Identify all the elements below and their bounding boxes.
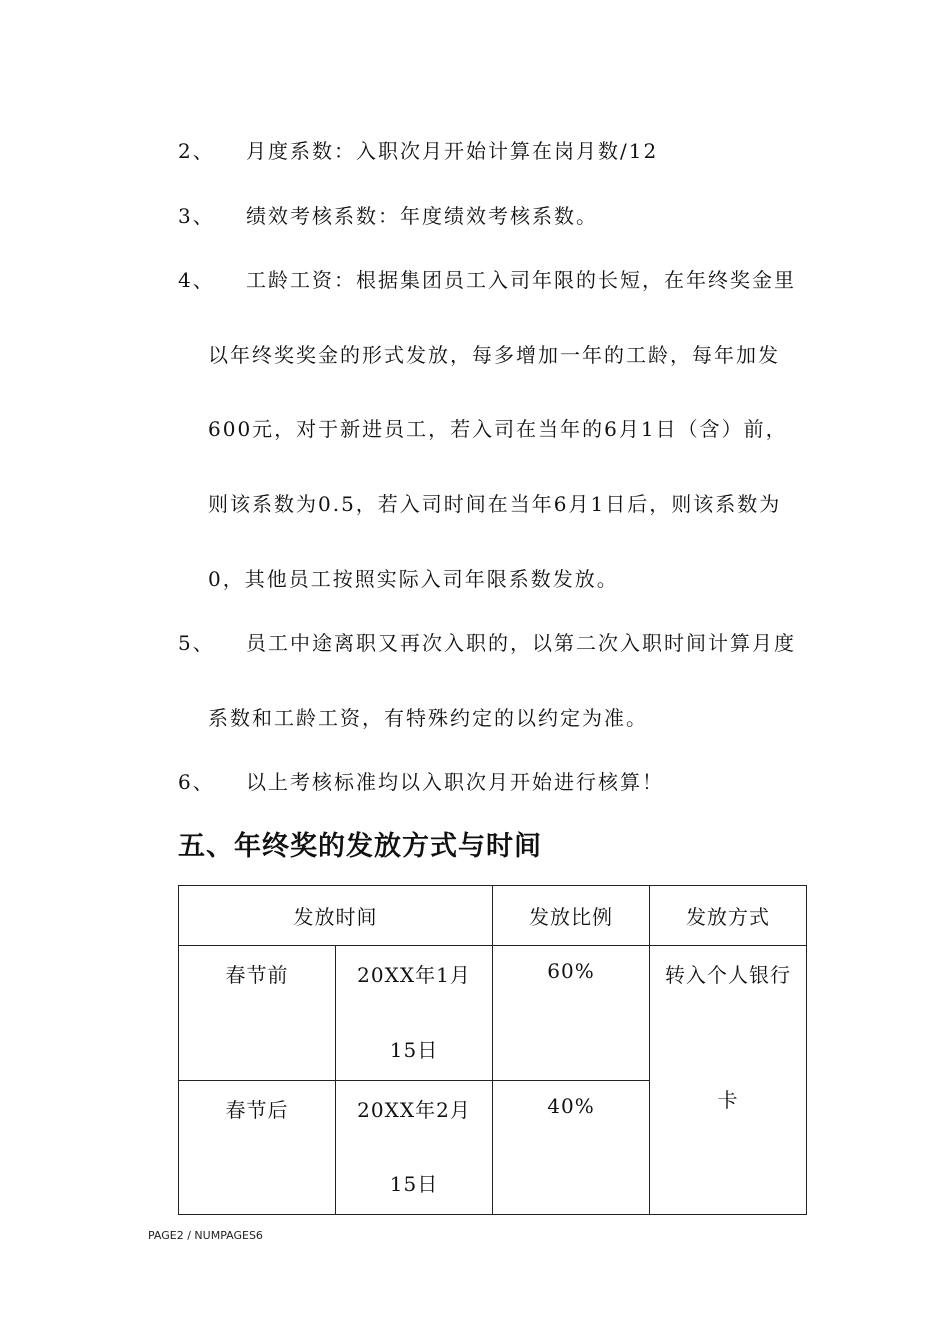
item-number: 2、 [178, 139, 215, 163]
table-cell [335, 1080, 493, 1215]
date-line: 15日 [389, 1038, 439, 1062]
item-number: 3、 [178, 204, 215, 228]
table-cell [492, 1080, 650, 1215]
method-line: 转入个人银行 [665, 963, 791, 987]
method-line: 卡 [717, 1088, 739, 1112]
period-label: 春节后 [225, 1098, 289, 1122]
table-cell-method [649, 945, 807, 1215]
item-continuation: 0，其他员工按照实际入司年限系数发放。 [208, 567, 619, 591]
item-continuation: 系数和工龄工资，有特殊约定的以约定为准。 [208, 706, 648, 730]
table-cell [492, 945, 650, 1081]
table-cell [335, 945, 493, 1081]
table-header-cell [649, 885, 807, 946]
table-cell [178, 1080, 336, 1215]
table-header-cell [178, 885, 493, 946]
period-label: 春节前 [225, 963, 289, 987]
ratio-value: 60% [547, 959, 595, 983]
header-ratio: 发放比例 [529, 905, 613, 929]
table-cell [178, 945, 336, 1081]
item-number: 5、 [178, 631, 215, 655]
item-text: 绩效考核系数：年度绩效考核系数。 [246, 204, 598, 228]
item-text: 工龄工资：根据集团员工入司年限的长短，在年终奖金里 [246, 268, 796, 292]
payout-table [178, 885, 807, 1215]
header-time: 发放时间 [293, 905, 378, 929]
item-continuation: 以年终奖奖金的形式发放，每多增加一年的工龄，每年加发 [208, 343, 780, 367]
date-line: 20XX年2月 [357, 1098, 471, 1122]
item-continuation: 600元，对于新进员工，若入司在当年的6月1日（含）前， [208, 417, 788, 441]
item-number: 6、 [178, 770, 215, 794]
item-text: 月度系数：入职次月开始计算在岗月数/12 [246, 139, 659, 163]
header-method: 发放方式 [686, 905, 770, 929]
item-text: 员工中途离职又再次入职的，以第二次入职时间计算月度 [246, 631, 796, 655]
item-text: 以上考核标准均以入职次月开始进行核算！ [246, 770, 664, 794]
section-heading: 五、年终奖的发放方式与时间 [178, 831, 542, 862]
item-number: 4、 [178, 268, 215, 292]
item-continuation: 则该系数为0.5，若入司时间在当年6月1日后，则该系数为 [208, 492, 782, 516]
date-line: 20XX年1月 [357, 963, 471, 987]
ratio-value: 40% [547, 1094, 595, 1118]
date-line: 15日 [389, 1172, 439, 1196]
page-footer: PAGE2 / NUMPAGES6 [148, 1229, 263, 1242]
table-header-cell [492, 885, 650, 946]
